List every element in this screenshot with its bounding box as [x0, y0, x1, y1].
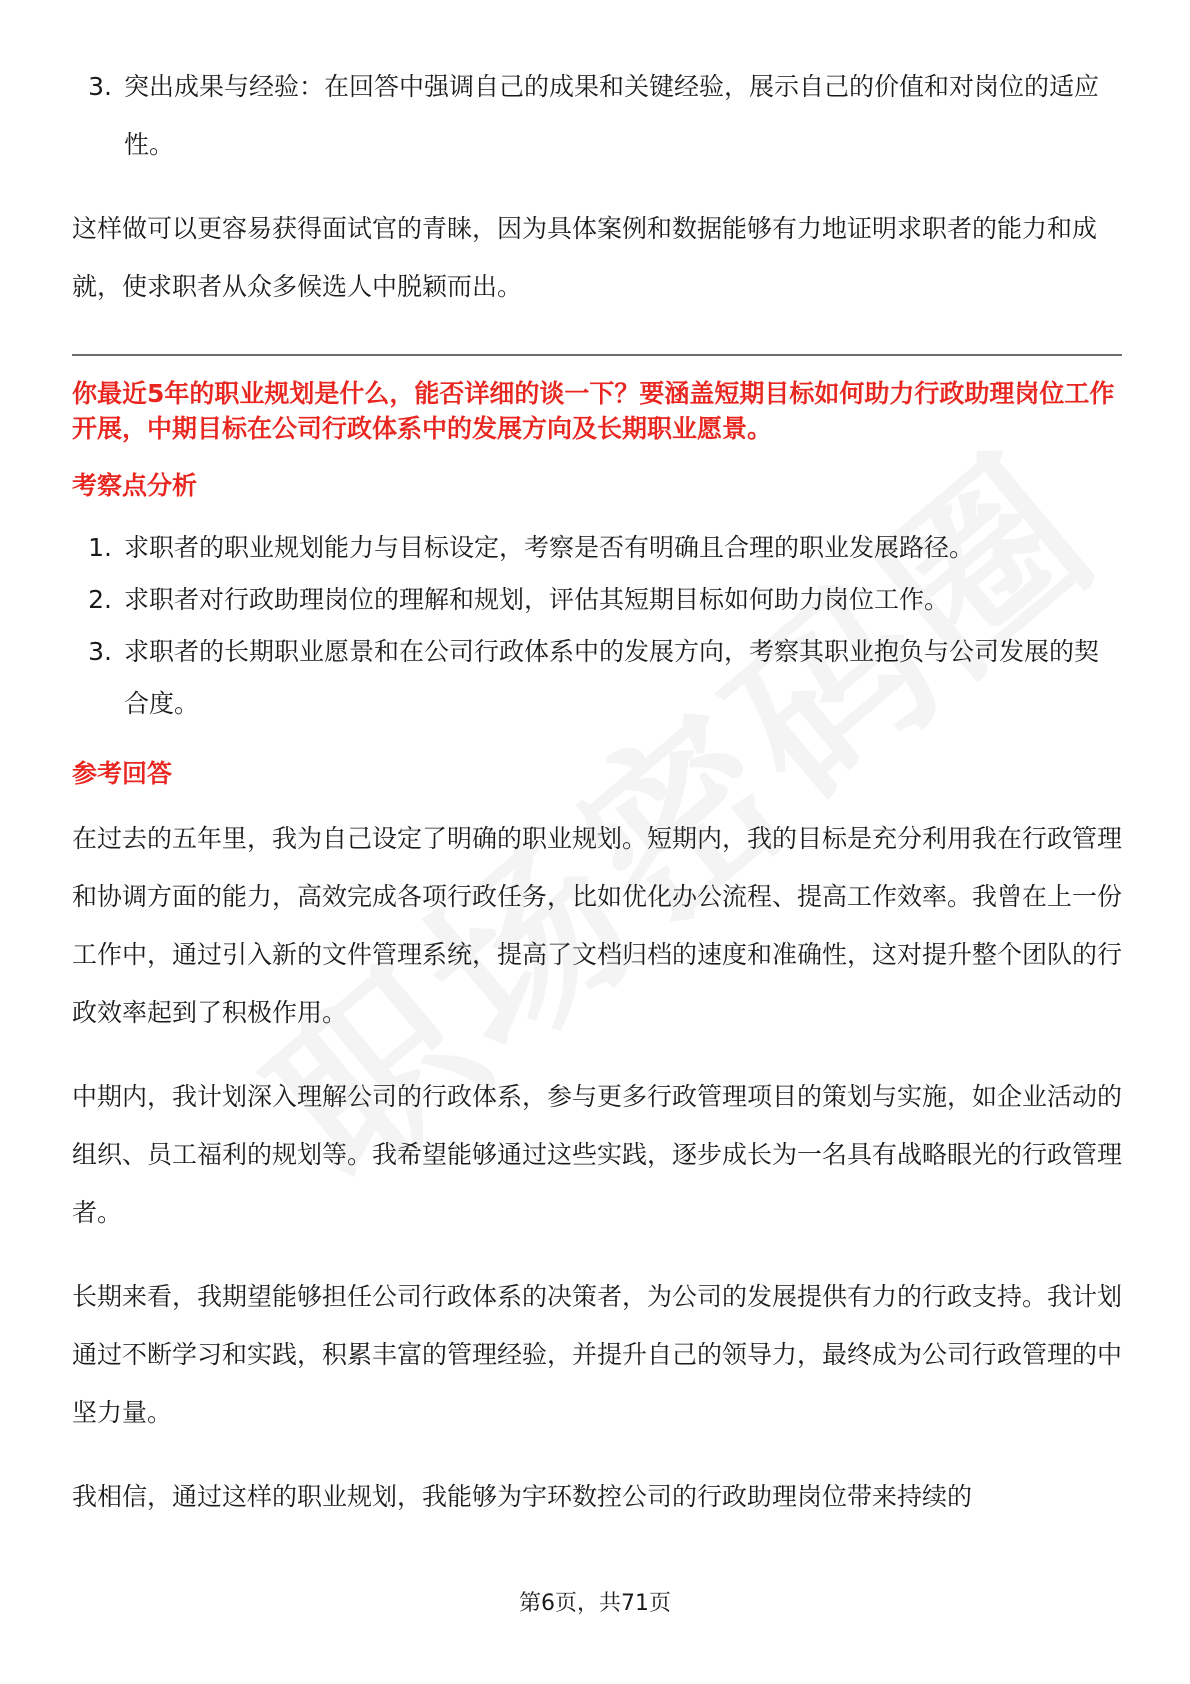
intro-paragraph: 这样做可以更容易获得面试官的青睐，因为具体案例和数据能够有力地证明求职者的能力和成就，使求职者从众多候选人中脱颖而出。	[72, 214, 1098, 301]
list-item	[72, 626, 1122, 730]
list-item-text: 求职者的职业规划能力与目标设定，考察是否有明确且合理的职业发展路径。	[124, 533, 975, 562]
intro-list	[72, 58, 1122, 174]
answer-heading: 参考回答	[72, 759, 173, 788]
answer-paragraph: 中期内，我计划深入理解公司的行政体系，参与更多行政管理项目的策划与实施，如企业活动的组织、员工福利的规划等。我希望能够通过这些实践，逐步成长为一名具有战略眼光的行政管理者。	[72, 1082, 1123, 1227]
answer-paragraph: 在过去的五年里，我为自己设定了明确的职业规划。短期内，我的目标是充分利用我在行政管理和协调方面的能力，高效完成各项行政任务，比如优化办公流程、提高工作效率。我曾在上一份工作中，通过引入新的文件管理系统，提高了文档归档的速度和准确性，这对提升整个团队的行政效率起到了积极作用。	[72, 824, 1123, 1027]
list-item-text: 求职者对行政助理岗位的理解和规划，评估其短期目标如何助力岗位工作。	[124, 585, 950, 614]
section-divider	[72, 354, 1122, 356]
answer-paragraph: 我相信，通过这样的职业规划，我能够为宇环数控公司的行政助理岗位带来持续的	[72, 1482, 973, 1511]
list-item-number: 3.	[88, 72, 112, 101]
interview-question: 你最近5年的职业规划是什么，能否详细的谈一下？要涵盖短期目标如何助力行政助理岗位工作开展，中期目标在公司行政体系中的发展方向及长期职业愿景。	[72, 379, 1115, 443]
answer-paragraph: 长期来看，我期望能够担任公司行政体系的决策者，为公司的发展提供有力的行政支持。我计划通过不断学习和实践，积累丰富的管理经验，并提升自己的领导力，最终成为公司行政管理的中坚力量。	[72, 1282, 1123, 1427]
page-footer: 第6页，共71页	[519, 1591, 671, 1616]
list-item-text: 突出成果与经验：在回答中强调自己的成果和关键经验，展示自己的价值和对岗位的适应性。	[124, 72, 1100, 159]
list-item-text: 求职者的长期职业愿景和在公司行政体系中的发展方向，考察其职业抱负与公司发展的契合度。	[124, 637, 1100, 718]
list-item	[72, 522, 1122, 574]
document-body	[72, 58, 1122, 1526]
analysis-list	[72, 522, 1122, 730]
list-item	[72, 574, 1122, 626]
list-item	[72, 58, 1122, 174]
list-item-number: 1.	[88, 533, 112, 562]
list-item-number: 2.	[88, 585, 112, 614]
analysis-heading: 考察点分析	[72, 471, 198, 500]
list-item-number: 3.	[88, 637, 112, 666]
